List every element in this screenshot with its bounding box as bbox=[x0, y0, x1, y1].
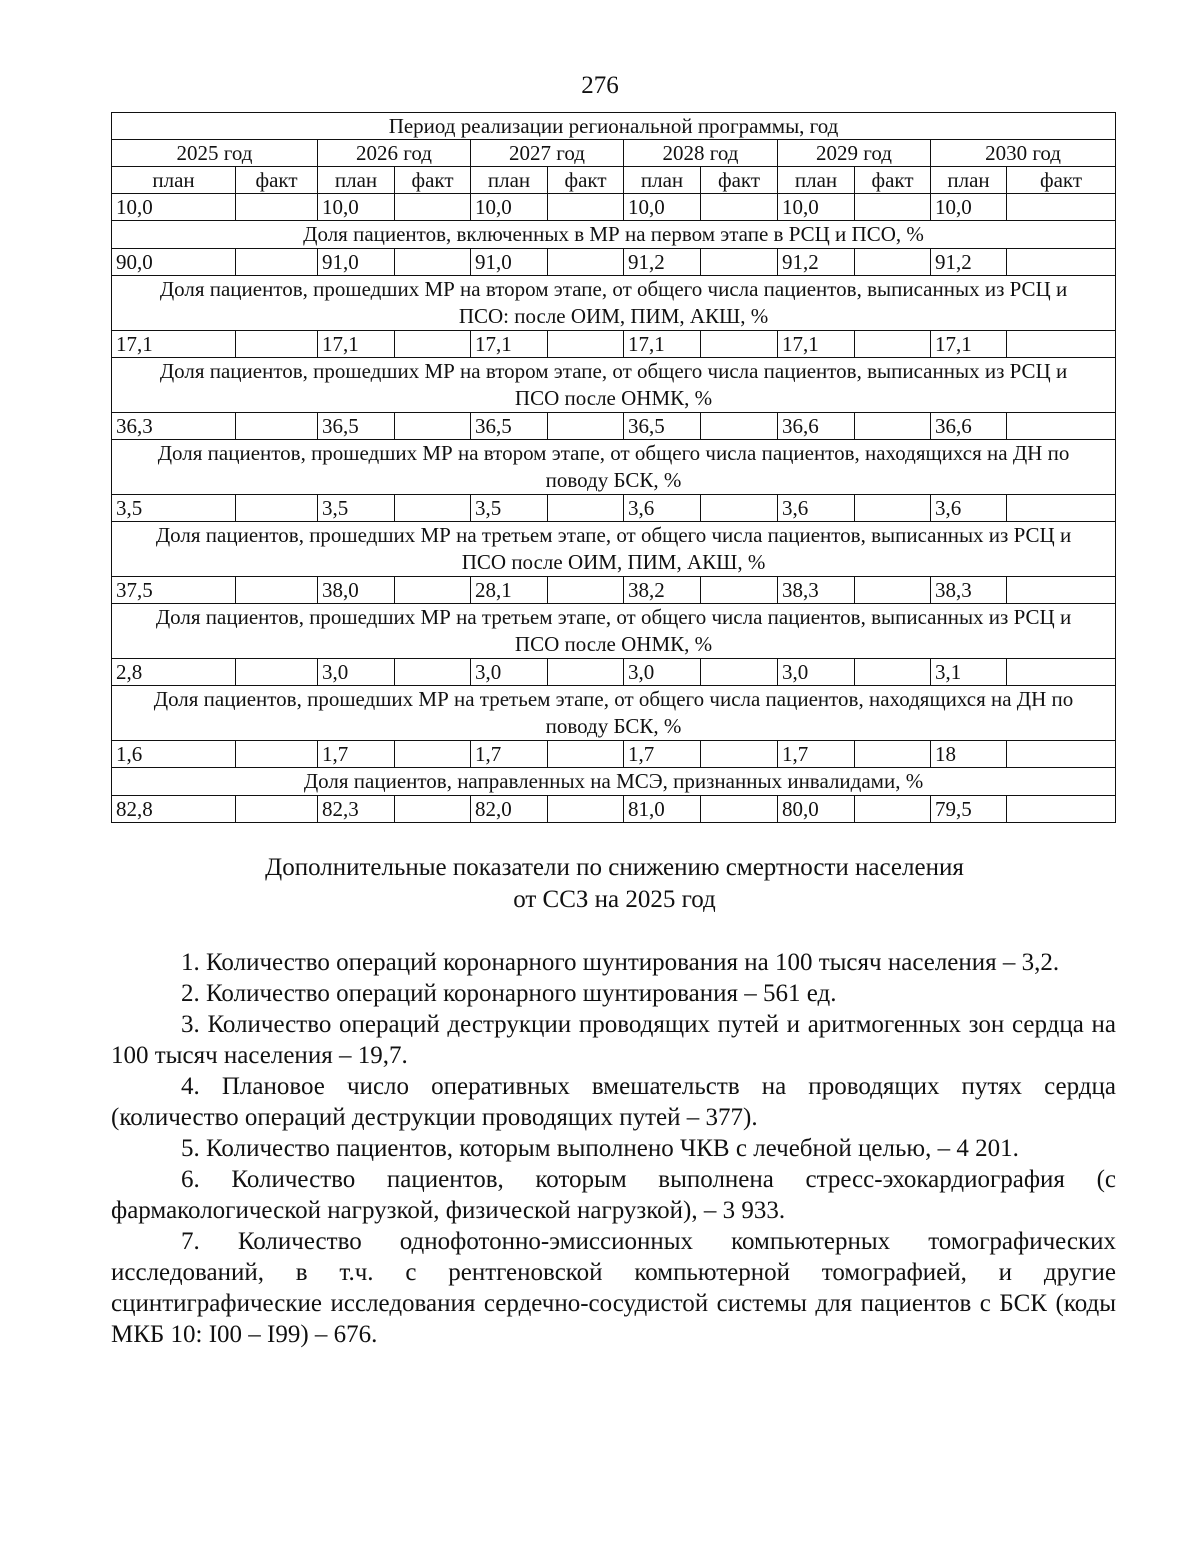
section-title-row bbox=[112, 686, 1116, 741]
plan-value-cell: 3,6 bbox=[931, 495, 1007, 522]
fact-value-cell bbox=[1007, 249, 1116, 276]
section-title-row bbox=[112, 604, 1116, 659]
section-values-row bbox=[112, 495, 1116, 522]
plan-value-cell: 3,1 bbox=[931, 659, 1007, 686]
plan-value-cell: 3,5 bbox=[318, 495, 395, 522]
year-cell: 2030 год bbox=[931, 140, 1116, 167]
heading-line-1: Дополнительные показатели по снижению смертности населения bbox=[265, 854, 964, 881]
fact-value-cell bbox=[855, 495, 931, 522]
section-values-row bbox=[112, 413, 1116, 440]
plan-value-cell: 10,0 bbox=[318, 194, 395, 221]
section-values-row bbox=[112, 249, 1116, 276]
years-row bbox=[112, 140, 1116, 167]
fact-value-cell bbox=[701, 659, 778, 686]
list-item: 4. Плановое число оперативных вмешательств на проводящих путях сердца (количество операций деструкции проводящих путей – 377). bbox=[111, 1073, 1116, 1131]
plan-value-cell: 82,0 bbox=[471, 796, 548, 823]
fact-value-cell bbox=[395, 495, 471, 522]
plan-value-cell: 17,1 bbox=[471, 331, 548, 358]
plan-value-cell: 36,5 bbox=[624, 413, 701, 440]
section-title-row bbox=[112, 358, 1116, 413]
plan-value-cell: 91,2 bbox=[624, 249, 701, 276]
section-title-cell: Доля пациентов, прошедших МР на втором этапе, от общего числа пациентов, выписанных из РСЦ и ПСО: после ОИМ, ПИМ, АКШ, % bbox=[112, 276, 1116, 331]
plan-header-cell: план bbox=[112, 167, 236, 194]
plan-value-cell: 3,0 bbox=[318, 659, 395, 686]
plan-header-cell: план bbox=[318, 167, 395, 194]
plan-value-cell: 1,7 bbox=[624, 741, 701, 768]
plan-value-cell: 2,8 bbox=[112, 659, 236, 686]
fact-value-cell bbox=[395, 741, 471, 768]
fact-value-cell bbox=[701, 741, 778, 768]
fact-value-cell bbox=[855, 249, 931, 276]
fact-value-cell bbox=[395, 194, 471, 221]
plan-value-cell: 82,8 bbox=[112, 796, 236, 823]
plan-value-cell: 3,0 bbox=[624, 659, 701, 686]
plan-value-cell: 17,1 bbox=[778, 331, 855, 358]
plan-value-cell: 38,0 bbox=[318, 577, 395, 604]
fact-value-cell bbox=[701, 495, 778, 522]
plan-value-cell: 91,0 bbox=[471, 249, 548, 276]
plan-value-cell: 90,0 bbox=[112, 249, 236, 276]
fact-value-cell bbox=[236, 659, 318, 686]
plan-value-cell: 80,0 bbox=[778, 796, 855, 823]
fact-value-cell bbox=[855, 659, 931, 686]
fact-value-cell bbox=[1007, 194, 1116, 221]
year-cell: 2027 год bbox=[471, 140, 624, 167]
fact-value-cell bbox=[855, 331, 931, 358]
fact-value-cell bbox=[395, 413, 471, 440]
plan-value-cell: 38,3 bbox=[778, 577, 855, 604]
fact-value-cell bbox=[1007, 796, 1116, 823]
plan-value-cell: 17,1 bbox=[112, 331, 236, 358]
section-values-row bbox=[112, 796, 1116, 823]
list-item: 1. Количество операций коронарного шунтирования на 100 тысяч населения – 3,2. bbox=[181, 949, 1060, 976]
list-item: 6. Количество пациентов, которым выполнена стресс-эхокардиография (с фармакологической нагрузкой, физической нагрузкой), – 3 933. bbox=[111, 1166, 1116, 1224]
plan-value-cell: 82,3 bbox=[318, 796, 395, 823]
section-title-cell: Доля пациентов, прошедших МР на втором этапе, от общего числа пациентов, находящихся на ДН по поводу БСК, % bbox=[112, 440, 1116, 495]
section-values-row bbox=[112, 741, 1116, 768]
fact-value-cell bbox=[236, 796, 318, 823]
period-header-cell: Период реализации региональной программы, год bbox=[112, 113, 1116, 140]
section-title-cell: Доля пациентов, прошедших МР на третьем этапе, от общего числа пациентов, выписанных из РСЦ и ПСО после ОНМК, % bbox=[112, 604, 1116, 659]
fact-value-cell bbox=[548, 495, 624, 522]
plan-value-cell: 10,0 bbox=[112, 194, 236, 221]
fact-value-cell bbox=[855, 577, 931, 604]
year-cell: 2028 год bbox=[624, 140, 778, 167]
plan-value-cell: 1,7 bbox=[778, 741, 855, 768]
plan-value-cell: 1,6 bbox=[112, 741, 236, 768]
plan-value-cell: 10,0 bbox=[624, 194, 701, 221]
list-item: 5. Количество пациентов, которым выполнено ЧКВ с лечебной целью, – 4 201. bbox=[181, 1135, 1019, 1162]
fact-value-cell bbox=[701, 331, 778, 358]
period-header-row bbox=[112, 113, 1116, 140]
section-title-row bbox=[112, 221, 1116, 249]
plan-value-cell: 10,0 bbox=[778, 194, 855, 221]
fact-value-cell bbox=[548, 413, 624, 440]
fact-value-cell bbox=[701, 194, 778, 221]
plan-value-cell: 1,7 bbox=[471, 741, 548, 768]
year-cell: 2025 год bbox=[112, 140, 318, 167]
fact-header-cell: факт bbox=[1007, 167, 1116, 194]
fact-value-cell bbox=[395, 249, 471, 276]
first-values-row bbox=[112, 194, 1116, 221]
plan-value-cell: 18 bbox=[931, 741, 1007, 768]
fact-value-cell bbox=[855, 194, 931, 221]
plan-value-cell: 91,2 bbox=[931, 249, 1007, 276]
plan-value-cell: 36,6 bbox=[931, 413, 1007, 440]
plan-value-cell: 17,1 bbox=[931, 331, 1007, 358]
section-title-row bbox=[112, 276, 1116, 331]
plan-value-cell: 38,3 bbox=[931, 577, 1007, 604]
fact-value-cell bbox=[1007, 577, 1116, 604]
year-cell: 2026 год bbox=[318, 140, 471, 167]
fact-value-cell bbox=[855, 796, 931, 823]
plan-value-cell: 17,1 bbox=[318, 331, 395, 358]
section-title-cell: Доля пациентов, направленных на МСЭ, признанных инвалидами, % bbox=[112, 768, 1116, 796]
fact-value-cell bbox=[395, 331, 471, 358]
fact-value-cell bbox=[701, 796, 778, 823]
plan-value-cell: 10,0 bbox=[931, 194, 1007, 221]
list-item: 3. Количество операций деструкции проводящих путей и аритмогенных зон сердца на 100 тысяч населения – 19,7. bbox=[111, 1011, 1116, 1069]
fact-value-cell bbox=[548, 741, 624, 768]
fact-value-cell bbox=[548, 659, 624, 686]
section-title-row bbox=[112, 768, 1116, 796]
fact-header-cell: факт bbox=[701, 167, 778, 194]
fact-value-cell bbox=[236, 577, 318, 604]
fact-value-cell bbox=[236, 413, 318, 440]
plan-value-cell: 91,0 bbox=[318, 249, 395, 276]
section-title-cell: Доля пациентов, прошедших МР на третьем этапе, от общего числа пациентов, выписанных из РСЦ и ПСО после ОИМ, ПИМ, АКШ, % bbox=[112, 522, 1116, 577]
indicators-table-body bbox=[112, 113, 1116, 823]
fact-value-cell bbox=[548, 577, 624, 604]
fact-value-cell bbox=[236, 331, 318, 358]
list-item: 2. Количество операций коронарного шунтирования – 561 ед. bbox=[181, 980, 837, 1007]
list-item: 7. Количество однофотонно-эмиссионных компьютерных томографических исследований, в т.ч. с рентгеновской компьютерной томографией, и другие сцинтиграфические исследования сердечно-сосудистой системы для пациентов с БСК (коды МКБ 10: I00 – I99) – 676. bbox=[111, 1228, 1116, 1348]
plan-value-cell: 3,0 bbox=[471, 659, 548, 686]
plan-fact-row bbox=[112, 167, 1116, 194]
plan-value-cell: 79,5 bbox=[931, 796, 1007, 823]
fact-value-cell bbox=[395, 577, 471, 604]
indicator-list bbox=[111, 947, 1116, 1350]
fact-value-cell bbox=[1007, 495, 1116, 522]
fact-value-cell bbox=[701, 577, 778, 604]
additional-indicators-heading bbox=[0, 852, 1200, 916]
plan-header-cell: план bbox=[931, 167, 1007, 194]
section-title-cell: Доля пациентов, прошедших МР на втором этапе, от общего числа пациентов, выписанных из РСЦ и ПСО после ОНМК, % bbox=[112, 358, 1116, 413]
fact-header-cell: факт bbox=[855, 167, 931, 194]
page-number: 276 bbox=[581, 72, 619, 99]
plan-value-cell: 3,6 bbox=[624, 495, 701, 522]
fact-value-cell bbox=[395, 659, 471, 686]
fact-value-cell bbox=[701, 413, 778, 440]
fact-value-cell bbox=[236, 249, 318, 276]
fact-value-cell bbox=[548, 796, 624, 823]
fact-value-cell bbox=[548, 194, 624, 221]
plan-value-cell: 36,3 bbox=[112, 413, 236, 440]
plan-value-cell: 37,5 bbox=[112, 577, 236, 604]
plan-value-cell: 36,6 bbox=[778, 413, 855, 440]
plan-value-cell: 10,0 bbox=[471, 194, 548, 221]
fact-header-cell: факт bbox=[236, 167, 318, 194]
fact-value-cell bbox=[855, 413, 931, 440]
plan-value-cell: 3,0 bbox=[778, 659, 855, 686]
plan-value-cell: 36,5 bbox=[471, 413, 548, 440]
fact-header-cell: факт bbox=[548, 167, 624, 194]
fact-header-cell: факт bbox=[395, 167, 471, 194]
section-title-cell: Доля пациентов, включенных в МР на первом этапе в РСЦ и ПСО, % bbox=[112, 221, 1116, 249]
fact-value-cell bbox=[1007, 741, 1116, 768]
plan-value-cell: 17,1 bbox=[624, 331, 701, 358]
plan-value-cell: 38,2 bbox=[624, 577, 701, 604]
fact-value-cell bbox=[236, 495, 318, 522]
plan-header-cell: план bbox=[624, 167, 701, 194]
plan-header-cell: план bbox=[471, 167, 548, 194]
fact-value-cell bbox=[236, 194, 318, 221]
plan-value-cell: 3,5 bbox=[112, 495, 236, 522]
heading-line-2: от ССЗ на 2025 год bbox=[513, 886, 716, 913]
section-values-row bbox=[112, 577, 1116, 604]
fact-value-cell bbox=[1007, 659, 1116, 686]
section-values-row bbox=[112, 659, 1116, 686]
fact-value-cell bbox=[1007, 413, 1116, 440]
section-title-row bbox=[112, 440, 1116, 495]
plan-value-cell: 1,7 bbox=[318, 741, 395, 768]
indicators-table bbox=[111, 112, 1116, 823]
fact-value-cell bbox=[855, 741, 931, 768]
plan-value-cell: 3,6 bbox=[778, 495, 855, 522]
fact-value-cell bbox=[236, 741, 318, 768]
fact-value-cell bbox=[548, 249, 624, 276]
year-cell: 2029 год bbox=[778, 140, 931, 167]
plan-value-cell: 81,0 bbox=[624, 796, 701, 823]
plan-value-cell: 36,5 bbox=[318, 413, 395, 440]
fact-value-cell bbox=[548, 331, 624, 358]
section-title-row bbox=[112, 522, 1116, 577]
section-values-row bbox=[112, 331, 1116, 358]
fact-value-cell bbox=[701, 249, 778, 276]
plan-header-cell: план bbox=[778, 167, 855, 194]
fact-value-cell bbox=[395, 796, 471, 823]
fact-value-cell bbox=[1007, 331, 1116, 358]
plan-value-cell: 28,1 bbox=[471, 577, 548, 604]
section-title-cell: Доля пациентов, прошедших МР на третьем этапе, от общего числа пациентов, находящихся на ДН по поводу БСК, % bbox=[112, 686, 1116, 741]
plan-value-cell: 3,5 bbox=[471, 495, 548, 522]
plan-value-cell: 91,2 bbox=[778, 249, 855, 276]
